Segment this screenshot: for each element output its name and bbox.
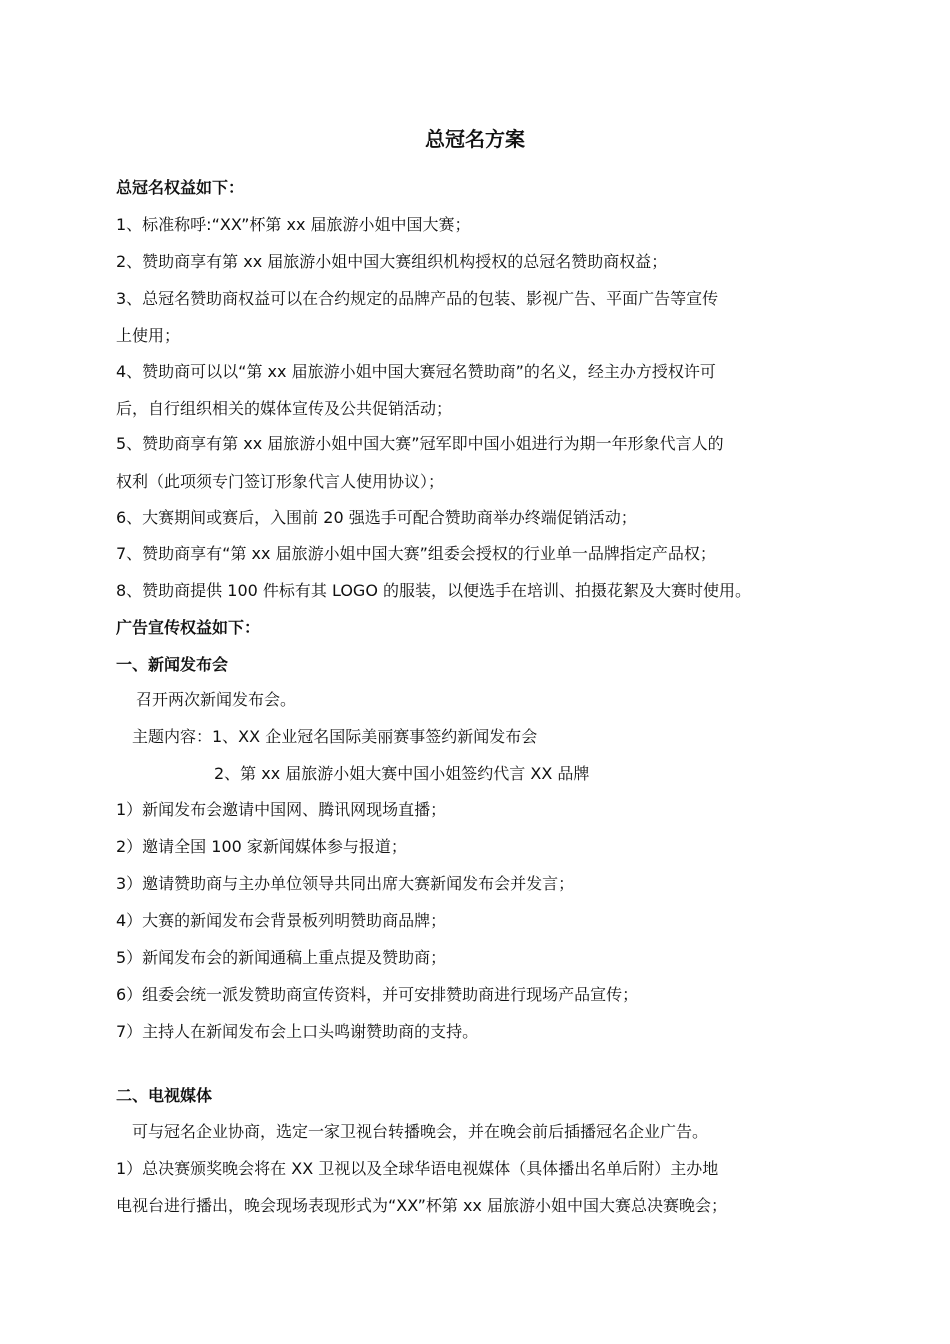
press-item-3: 3）邀请赞助商与主办单位领导共同出席大赛新闻发布会并发言； [116, 874, 575, 893]
rights-item-1: 1、标准称呼:“XX”杯第 xx 届旅游小姐中国大赛； [116, 215, 471, 234]
page-title: 总冠名方案 [425, 127, 525, 151]
tv-media-heading: 二、电视媒体 [116, 1086, 213, 1105]
press-item-4: 4）大赛的新闻发布会背景板列明赞助商品牌； [116, 911, 447, 930]
rights-item-6: 6、大赛期间或赛后，入围前 20 强选手可配合赞助商举办终端促销活动； [116, 508, 637, 527]
press-theme-1: 主题内容：1、XX 企业冠名国际美丽赛事签约新闻发布会 [132, 727, 538, 746]
rights-item-4: 4、赞助商可以以“第 xx 届旅游小姐中国大赛冠名赞助商”的名义，经主办方授权许可 [116, 362, 716, 381]
press-item-1: 1）新闻发布会邀请中国网、腾讯网现场直播； [116, 800, 447, 819]
ad-rights-heading: 广告宣传权益如下： [116, 618, 261, 637]
rights-heading: 总冠名权益如下： [116, 178, 245, 197]
press-item-5: 5）新闻发布会的新闻通稿上重点提及赞助商； [116, 948, 447, 967]
tv-intro: 可与冠名企业协商，选定一家卫视台转播晚会，并在晚会前后插播冠名企业广告。 [132, 1122, 709, 1141]
tv-item-1: 1）总决赛颁奖晚会将在 XX 卫视以及全球华语电视媒体（具体播出名单后附）主办地 [116, 1159, 719, 1178]
press-conference-heading: 一、新闻发布会 [116, 655, 229, 674]
rights-item-3-cont: 上使用； [116, 326, 181, 345]
press-theme-2: 2、第 xx 届旅游小姐大赛中国小姐签约代言 XX 品牌 [214, 764, 590, 783]
rights-item-5-cont: 权利（此项须专门签订形象代言人使用协议）； [116, 472, 445, 491]
rights-item-4-cont: 后，自行组织相关的媒体宣传及公共促销活动； [116, 399, 453, 418]
rights-item-7: 7、赞助商享有“第 xx 届旅游小姐中国大赛”组委会授权的行业单一品牌指定产品权； [116, 544, 716, 563]
tv-item-1-cont: 电视台进行播出，晚会现场表现形式为“XX”杯第 xx 届旅游小姐中国大赛总决赛晚会； [116, 1196, 727, 1215]
press-item-6: 6）组委会统一派发赞助商宣传资料，并可安排赞助商进行现场产品宣传； [116, 985, 639, 1004]
rights-item-5: 5、赞助商享有第 xx 届旅游小姐中国大赛”冠军即中国小姐进行为期一年形象代言人的 [116, 434, 724, 453]
rights-item-3: 3、总冠名赞助商权益可以在合约规定的品牌产品的包装、影视广告、平面广告等宣传 [116, 289, 719, 308]
press-intro: 召开两次新闻发布会。 [136, 690, 297, 709]
press-item-7: 7）主持人在新闻发布会上口头鸣谢赞助商的支持。 [116, 1022, 479, 1041]
rights-item-2: 2、赞助商享有第 xx 届旅游小姐中国大赛组织机构授权的总冠名赞助商权益； [116, 252, 668, 271]
rights-item-8: 8、赞助商提供 100 件标有其 LOGO 的服装，以便选手在培训、拍摄花絮及大赛时使用。 [116, 581, 751, 600]
press-item-2: 2）邀请全国 100 家新闻媒体参与报道； [116, 837, 407, 856]
